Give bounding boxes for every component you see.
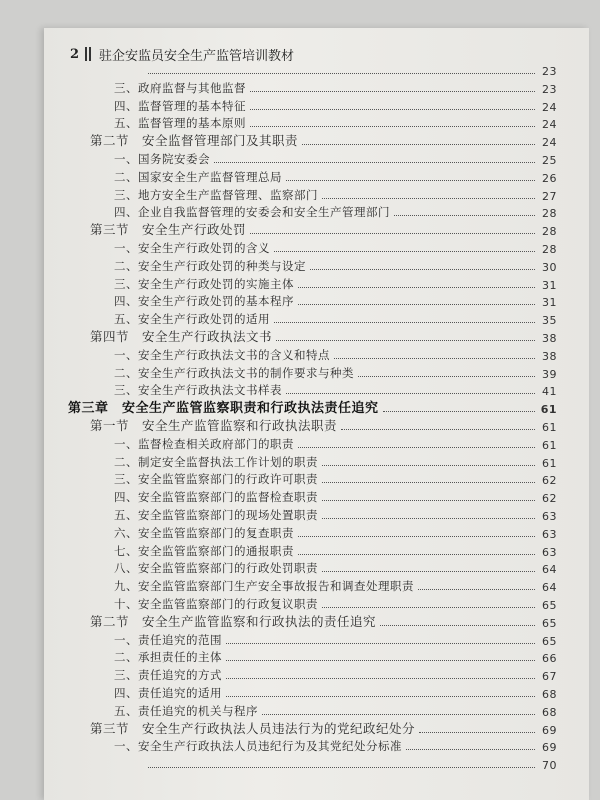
toc-item-entry (114, 667, 557, 683)
toc-item-entry (114, 365, 557, 381)
toc-item-entry (114, 578, 557, 594)
toc-item-entry (114, 543, 557, 559)
toc-entry-title: 三、责任追究的方式 (114, 668, 222, 683)
toc-item-entry (114, 525, 557, 541)
toc-item-entry (114, 276, 557, 292)
book-title: 驻企安监员安全生产监管培训教材 (99, 48, 295, 64)
toc-entry-page: 28 (542, 225, 557, 239)
toc-entry-page: 35 (542, 314, 557, 328)
dot-leader (250, 126, 535, 127)
dot-leader (380, 625, 535, 626)
toc-entry-title: 第二节 安全监督管理部门及其职责 (90, 133, 299, 149)
toc-item-entry (114, 80, 557, 96)
dot-leader (226, 696, 535, 697)
toc-entry-page: 70 (542, 759, 557, 773)
toc-entry-page: 68 (542, 705, 557, 719)
dot-leader (214, 162, 535, 163)
toc-entry-title: 二、安全生产行政处罚的种类与设定 (114, 258, 306, 273)
toc-entry-page: 61 (542, 421, 557, 434)
toc-entry-page: 28 (542, 243, 557, 256)
toc-item-entry (114, 685, 557, 701)
toc-item-entry (114, 347, 557, 363)
toc-entry-title: 五、安全监管监察部门的现场处置职责 (114, 508, 318, 522)
toc-entry-title: 九、安全监管监察部门生产安全事故报告和调查处理职责 (114, 579, 414, 594)
toc-item-entry (114, 560, 557, 576)
dot-leader (322, 198, 535, 199)
toc-item-entry (114, 382, 557, 398)
toc-entry-page: 64 (542, 581, 557, 595)
dot-leader (148, 767, 535, 768)
dot-leader (276, 340, 535, 341)
toc-entry-page: 23 (542, 65, 557, 78)
toc-entry-page: 25 (542, 154, 557, 167)
toc-item-entry (114, 311, 557, 327)
dot-leader (250, 91, 535, 92)
toc-entry-page: 63 (542, 545, 557, 559)
toc-entry-title: 五、责任追究的机关与程序 (114, 703, 258, 718)
toc-entry-title: 三、安全监管监察部门的行政许可职责 (114, 472, 318, 487)
dot-leader (322, 607, 535, 608)
toc-entry-title: 二、安全生产行政执法文书的制作要求与种类 (114, 365, 354, 380)
dot-leader (250, 109, 535, 110)
toc-entry-title: 一、责任追究的范围 (114, 632, 222, 647)
toc-entry-title: 四、企业自我监督管理的安委会和安全生产管理部门 (114, 205, 390, 220)
toc-entry-page: 62 (542, 492, 557, 506)
toc-item-entry (114, 507, 557, 523)
toc-entry-page: 24 (542, 118, 557, 132)
toc-item-entry (114, 240, 557, 256)
toc-item-entry (114, 454, 557, 470)
toc-entry-title: 五、监督管理的基本原则 (114, 116, 246, 131)
toc-entry-page: 30 (542, 260, 557, 274)
dot-leader (341, 429, 535, 430)
toc-entry-title: 三、政府监督与其他监督 (114, 80, 246, 95)
toc-entry-page: 68 (542, 688, 557, 701)
toc-entry-title: 一、国务院安委会 (114, 152, 210, 166)
toc-entry-title: 第四节 安全生产行政执法文书 (90, 329, 273, 344)
toc-entry-title: 七、安全监管监察部门的通报职责 (114, 543, 294, 558)
toc-entry-page: 62 (542, 474, 557, 488)
dot-leader (274, 322, 535, 323)
toc-entry-page: 66 (542, 652, 557, 666)
toc-entry-page: 64 (542, 563, 557, 577)
dot-leader (419, 732, 535, 733)
dot-leader (250, 233, 535, 234)
toc-entry-title: 三、安全生产行政处罚的实施主体 (114, 276, 294, 291)
toc-item-entry (114, 632, 557, 648)
dot-leader (358, 376, 535, 377)
toc-entry-page: 63 (542, 527, 557, 541)
toc-entry-title: 六、安全监管监察部门的复查职责 (114, 525, 294, 540)
toc-entry-title: 八、安全监管监察部门的行政处罚职责 (114, 561, 318, 576)
dot-leader (418, 589, 535, 590)
dot-leader (322, 482, 535, 483)
dot-leader (298, 536, 535, 537)
toc-entry-page: 27 (542, 189, 557, 203)
toc-item-entry (114, 436, 557, 452)
toc-entry-page: 67 (542, 670, 557, 684)
toc-entry-page: 23 (542, 82, 557, 96)
toc-entry-page: 65 (542, 634, 557, 648)
toc-item-entry (114, 169, 557, 185)
dot-leader (322, 500, 535, 501)
dot-leader (226, 643, 535, 644)
toc-entry-title: 第三章 安全生产监管监察职责和行政执法责任追究 (68, 401, 379, 417)
dot-leader (322, 518, 535, 519)
toc-section-entry (90, 721, 557, 737)
toc-entry-title: 第二节 安全生产监管监察和行政执法的责任追究 (90, 613, 377, 629)
toc-entry-title: 第三节 安全生产行政执法人员违法行为的党纪政纪处分 (90, 720, 416, 736)
toc-item-entry (114, 98, 557, 114)
toc-entry-page: 69 (542, 723, 557, 737)
toc-item-entry (144, 62, 557, 78)
toc-entry-page: 31 (542, 296, 557, 310)
toc-entry-title: 二、制定安全监督执法工作计划的职责 (114, 454, 318, 469)
dot-leader (286, 393, 535, 394)
toc-item-entry (114, 151, 557, 167)
toc-entry-title: 三、地方安全生产监督管理、监察部门 (114, 187, 318, 202)
toc-entry-title: 五、安全生产行政处罚的适用 (114, 312, 270, 327)
toc-entry-page: 38 (542, 332, 557, 345)
toc-entry-title: 十、安全监管监察部门的行政复议职责 (114, 597, 318, 611)
toc-item-entry (114, 703, 557, 719)
toc-item-entry (114, 596, 557, 612)
dot-leader (226, 678, 535, 679)
toc-chapter-entry (68, 400, 557, 416)
toc-entry-page: 41 (542, 385, 557, 399)
toc-item-entry (114, 258, 557, 274)
toc-entry-title: 一、安全生产行政执法文书的含义和特点 (114, 347, 330, 362)
toc-entry-page: 61 (542, 456, 557, 470)
toc-entry-page: 26 (542, 171, 557, 185)
toc-entry-title: 四、安全监管监察部门的监督检查职责 (114, 490, 318, 505)
toc-entry-page: 31 (542, 278, 557, 292)
dot-leader (406, 749, 535, 750)
toc-item-entry (114, 187, 557, 203)
toc-entry-page: 24 (542, 136, 557, 150)
toc-item-entry (114, 649, 557, 665)
toc-entry-page: 69 (542, 741, 557, 755)
toc-entry-title: 四、责任追究的适用 (114, 686, 222, 700)
toc-entry-title: 一、安全生产行政执法人员违纪行为及其党纪处分标准 (114, 739, 402, 754)
dot-leader (298, 554, 535, 555)
toc-entry-page: 61 (540, 403, 557, 417)
toc-section-entry (90, 418, 557, 434)
dot-leader (298, 287, 535, 288)
dot-leader (274, 251, 535, 252)
toc-section-entry (90, 329, 557, 345)
dot-leader (226, 660, 535, 661)
toc-item-entry (114, 471, 557, 487)
dot-leader (383, 411, 535, 412)
dot-leader (262, 714, 535, 715)
toc-entry-page: 65 (542, 599, 557, 612)
toc-entry-page: 38 (542, 349, 557, 363)
toc-entry-page: 65 (542, 616, 557, 630)
toc-entry-title: 二、国家安全生产监督管理总局 (114, 169, 282, 184)
toc-entry-page: 28 (542, 207, 557, 221)
toc-item-entry (144, 756, 557, 772)
toc-item-entry (114, 489, 557, 505)
toc-section-entry (90, 133, 557, 149)
dot-leader (322, 465, 535, 466)
dot-leader (286, 180, 535, 181)
toc-entry-page: 61 (542, 438, 557, 452)
toc-entry-title: 第一节 安全生产监管监察和行政执法职责 (90, 418, 338, 433)
toc-entry-title: 四、安全生产行政处罚的基本程序 (114, 294, 294, 309)
toc-entry-title: 四、监督管理的基本特征 (114, 98, 246, 113)
dot-leader (322, 571, 535, 572)
dot-leader (148, 73, 535, 74)
toc-section-entry (90, 222, 557, 238)
toc-entry-title: 二、承担责任的主体 (114, 650, 222, 665)
toc-entry-title: 一、安全生产行政处罚的含义 (114, 241, 270, 255)
page-number: 2 (70, 46, 80, 62)
toc-item-entry (114, 115, 557, 131)
table-of-contents (44, 28, 589, 800)
dot-leader (334, 358, 535, 359)
toc-entry-page: 24 (542, 100, 557, 114)
toc-entry-page: 63 (542, 510, 557, 523)
toc-entry-title: 第三节 安全生产行政处罚 (90, 222, 247, 238)
dot-leader (298, 304, 535, 305)
toc-entry-title: 一、监督检查相关政府部门的职责 (114, 436, 294, 451)
toc-item-entry (114, 738, 557, 754)
dot-leader (394, 215, 535, 216)
toc-entry-title: 三、安全生产行政执法文书样表 (114, 383, 282, 398)
toc-item-entry (114, 204, 557, 220)
book-page (44, 28, 589, 800)
toc-section-entry (90, 614, 557, 630)
dot-leader (298, 447, 535, 448)
dot-leader (302, 144, 535, 145)
toc-entry-page: 39 (542, 367, 557, 381)
dot-leader (310, 269, 535, 270)
toc-item-entry (114, 293, 557, 309)
